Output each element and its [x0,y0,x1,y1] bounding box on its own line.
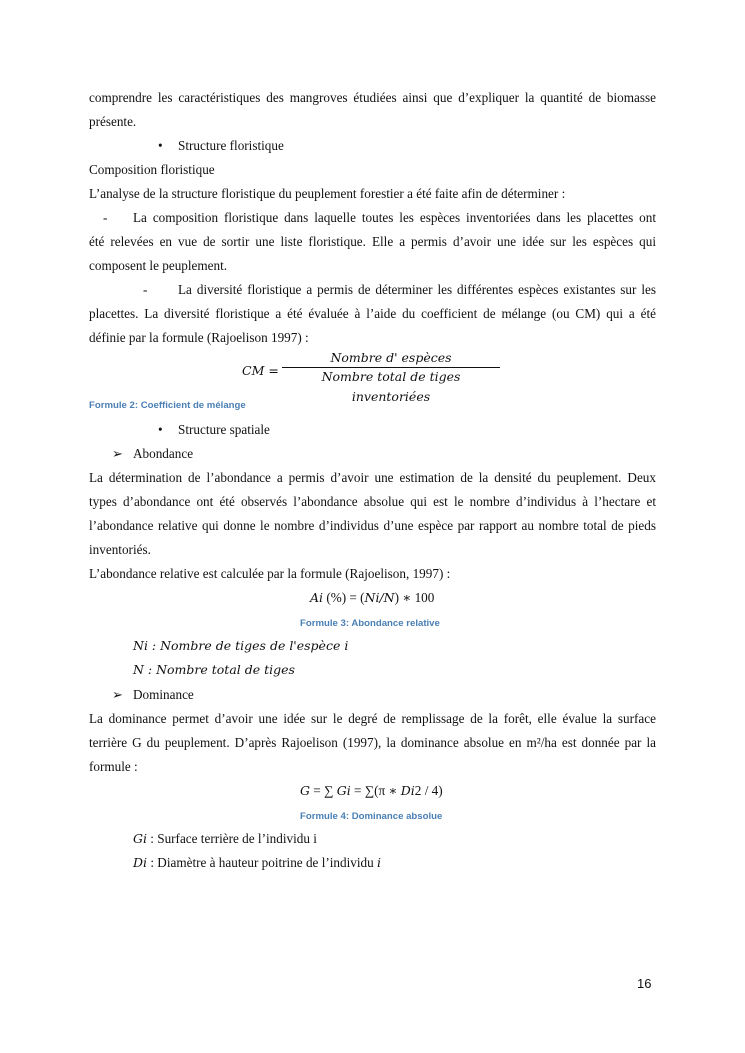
definition-text: : Diamètre à hauteur poitrine de l’individu [147,855,378,870]
dash-item-diversite-end: définie par la formule (Rajoelison 1997) : [89,330,309,345]
paragraph-dominance-line: La dominance permet d’avoir une idée sur le degré de remplissage de la forêt, elle évalue la surface [89,711,656,726]
paragraph-abondance-line: types d’abondance ont été observés l’abondance absolue qui est le nombre d’individus à l’hectare et [89,494,656,509]
formula-part: = ∑ [310,783,337,798]
definition-n [133,658,295,682]
formula-part: Ai [310,590,324,605]
formula-caption: Formule 4: Dominance absolue [300,811,443,822]
heading-composition-floristique: Composition floristique [89,162,215,177]
definition-text: : Nombre total de tiges [143,662,295,677]
definition-text: : Surface terrière de l’individu i [146,831,317,846]
definition-symbol: N [133,662,144,677]
formula-part: = ∑(π ∗ [350,783,401,798]
dash-item-diversite-line: placettes. La diversité floristique a été évaluée à l’aide du coefficient de mélange (ou CM) qui a été [89,306,656,321]
definition-di [133,851,381,875]
formula-part: (%) = ( [323,590,365,605]
dash-item-composition-line: été relevées en vue de sortir une liste floristique. Elle a permis d’avoir une idée sur les espèces qui [89,234,656,249]
paragraph-dominance-line: terrière G du peuplement. D’après Rajoelison (1997), la dominance absolue en m²/ha est donnée par la [89,735,656,750]
formula-numerator: Nombre d' espèces [330,350,452,365]
paragraph-analyse: L’analyse de la structure floristique du peuplement forestier a été faite afin de déterminer : [89,186,566,201]
formula-part: Di [400,783,415,798]
formula-caption: Formule 3: Abondance relative [300,618,440,629]
formula-dominance-absolue [300,779,443,803]
subheading-dominance: Dominance [133,687,194,702]
formula-part: 2 / 4) [414,783,443,798]
paragraph-abondance-line: l’abondance relative qui donne le nombre d’individus d’une espèce par rapport au nombre total de pieds [89,518,656,533]
definition-gi [133,827,317,851]
formula-abondance-relative [310,586,434,610]
formula-coefficient-melange [242,348,502,404]
dash-item-composition-line: La composition floristique dans laquelle toutes les espèces inventoriées dans les placettes ont [133,210,656,225]
paragraph-abondance-relative: L’abondance relative est calculée par la formule (Rajoelison, 1997) : [89,566,451,581]
paragraph-abondance-line: La détermination de l’abondance a permis d’avoir une estimation de la densité du peuplement. Deux [89,470,656,485]
bullet-structure-floristique: Structure floristique [178,138,284,153]
paragraph-intro-line: comprendre les caractéristiques des mangroves étudiées ainsi que d’expliquer la quantité de biomasse [89,90,656,105]
formula-part: Ni/N [364,590,395,605]
bullet-icon: • [158,422,163,437]
arrow-bullet-icon: ➢ [112,446,124,461]
dash-item-diversite-line: La diversité floristique a permis de déterminer les différentes espèces existantes sur les [178,282,656,297]
definition-symbol: Ni [133,638,148,653]
definition-ni [133,634,348,658]
formula-caption: Formule 2: Coefficient de mélange [89,400,246,411]
bullet-icon: • [158,138,163,153]
dash-item-composition-end: composent le peuplement. [89,258,228,273]
arrow-bullet-icon: ➢ [112,687,124,702]
dash-icon: - [103,210,108,225]
formula-part: Gi [336,783,351,798]
subheading-abondance: Abondance [133,446,194,461]
definition-symbol: Gi [133,831,147,846]
paragraph-abondance-end: inventoriés. [89,542,151,557]
definition-variable: i [377,855,382,870]
page-number: 16 [637,976,652,991]
formula-part: G [300,783,310,798]
formula-denominator: Nombre total de tiges inventoriées [321,369,461,404]
definition-symbol: Di [133,855,148,870]
paragraph-intro-end: présente. [89,114,137,129]
paragraph-dominance-end: formule : [89,759,138,774]
dash-icon: - [143,282,148,297]
formula-part: ) ∗ 100 [394,590,435,605]
definition-text: : Nombre de tiges de l'espèce i [147,638,349,653]
bullet-structure-spatiale: Structure spatiale [178,422,270,437]
formula-lhs: CM = [242,363,279,378]
